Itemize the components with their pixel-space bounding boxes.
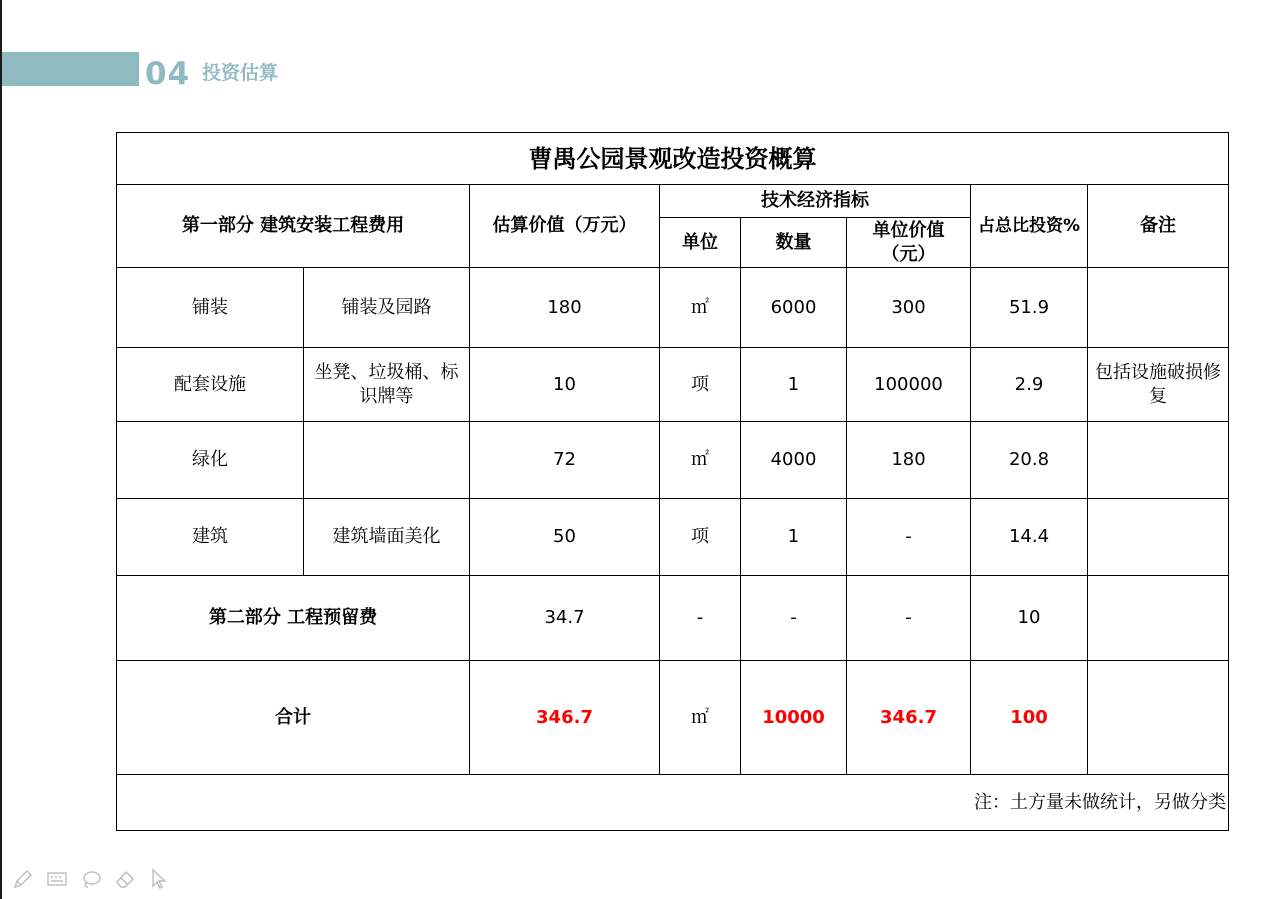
table-row bbox=[117, 268, 1229, 348]
total-remark bbox=[1088, 661, 1229, 775]
header-unit-price: 单位价值（元） bbox=[847, 218, 971, 268]
pointer-icon[interactable] bbox=[148, 868, 170, 890]
row-item: 坐凳、垃圾桶、标识牌等 bbox=[304, 348, 470, 422]
header-part1: 第一部分 建筑安装工程费用 bbox=[117, 185, 470, 268]
part2-quantity: - bbox=[741, 576, 847, 661]
table-row bbox=[117, 348, 1229, 422]
header-remark: 备注 bbox=[1088, 185, 1229, 268]
part2-unit: - bbox=[660, 576, 741, 661]
row-estimate: 50 bbox=[470, 499, 660, 576]
row-category: 绿化 bbox=[117, 422, 304, 499]
header-row bbox=[117, 185, 1229, 218]
row-item: 铺装及园路 bbox=[304, 268, 470, 348]
lasso-icon[interactable] bbox=[80, 868, 102, 890]
part2-label: 第二部分 工程预留费 bbox=[117, 576, 470, 661]
pen-icon[interactable] bbox=[12, 868, 34, 890]
row-quantity: 1 bbox=[741, 348, 847, 422]
table-row bbox=[117, 499, 1229, 576]
total-row bbox=[117, 661, 1229, 775]
section-title: 投资估算 bbox=[202, 62, 279, 84]
investment-estimate-table bbox=[116, 132, 1229, 831]
part2-row bbox=[117, 576, 1229, 661]
annotation-toolbar bbox=[12, 866, 170, 892]
part2-ratio: 10 bbox=[971, 576, 1088, 661]
table-row bbox=[117, 422, 1229, 499]
total-ratio: 100 bbox=[971, 661, 1088, 775]
header-unit: 单位 bbox=[660, 218, 741, 268]
table-title-row bbox=[117, 133, 1229, 185]
row-remark bbox=[1088, 268, 1229, 348]
part2-remark bbox=[1088, 576, 1229, 661]
section-accent-bar bbox=[2, 52, 139, 86]
table-title: 曹禺公园景观改造投资概算 bbox=[117, 133, 1229, 185]
row-category: 铺装 bbox=[117, 268, 304, 348]
header-tech-indicators: 技术经济指标 bbox=[660, 185, 971, 218]
row-ratio: 51.9 bbox=[971, 268, 1088, 348]
row-remark bbox=[1088, 422, 1229, 499]
total-label: 合计 bbox=[117, 661, 470, 775]
eraser-icon[interactable] bbox=[114, 868, 136, 890]
keyboard-icon[interactable] bbox=[46, 868, 68, 890]
row-item bbox=[304, 422, 470, 499]
part2-estimate: 34.7 bbox=[470, 576, 660, 661]
row-unit-price: 100000 bbox=[847, 348, 971, 422]
row-category: 配套设施 bbox=[117, 348, 304, 422]
total-unit: ㎡ bbox=[660, 661, 741, 775]
row-remark: 包括设施破损修复 bbox=[1088, 348, 1229, 422]
header-estimate: 估算价值（万元） bbox=[470, 185, 660, 268]
row-ratio: 20.8 bbox=[971, 422, 1088, 499]
row-unit-price: 300 bbox=[847, 268, 971, 348]
note-row bbox=[117, 775, 1229, 831]
row-unit-price: 180 bbox=[847, 422, 971, 499]
row-remark bbox=[1088, 499, 1229, 576]
row-ratio: 14.4 bbox=[971, 499, 1088, 576]
row-ratio: 2.9 bbox=[971, 348, 1088, 422]
section-number: 04 bbox=[145, 56, 191, 92]
header-ratio: 占总比投资% bbox=[971, 185, 1088, 268]
row-unit-price: - bbox=[847, 499, 971, 576]
row-category: 建筑 bbox=[117, 499, 304, 576]
row-quantity: 1 bbox=[741, 499, 847, 576]
row-unit: ㎡ bbox=[660, 422, 741, 499]
row-estimate: 10 bbox=[470, 348, 660, 422]
left-border-rule bbox=[0, 0, 2, 899]
table-note: 注：土方量未做统计，另做分类 bbox=[117, 775, 1229, 831]
total-unit-price: 346.7 bbox=[847, 661, 971, 775]
row-unit: ㎡ bbox=[660, 268, 741, 348]
part2-unit-price: - bbox=[847, 576, 971, 661]
row-quantity: 6000 bbox=[741, 268, 847, 348]
total-estimate: 346.7 bbox=[470, 661, 660, 775]
row-estimate: 180 bbox=[470, 268, 660, 348]
row-quantity: 4000 bbox=[741, 422, 847, 499]
row-estimate: 72 bbox=[470, 422, 660, 499]
row-unit: 项 bbox=[660, 499, 741, 576]
total-quantity: 10000 bbox=[741, 661, 847, 775]
row-item: 建筑墙面美化 bbox=[304, 499, 470, 576]
row-unit: 项 bbox=[660, 348, 741, 422]
header-quantity: 数量 bbox=[741, 218, 847, 268]
